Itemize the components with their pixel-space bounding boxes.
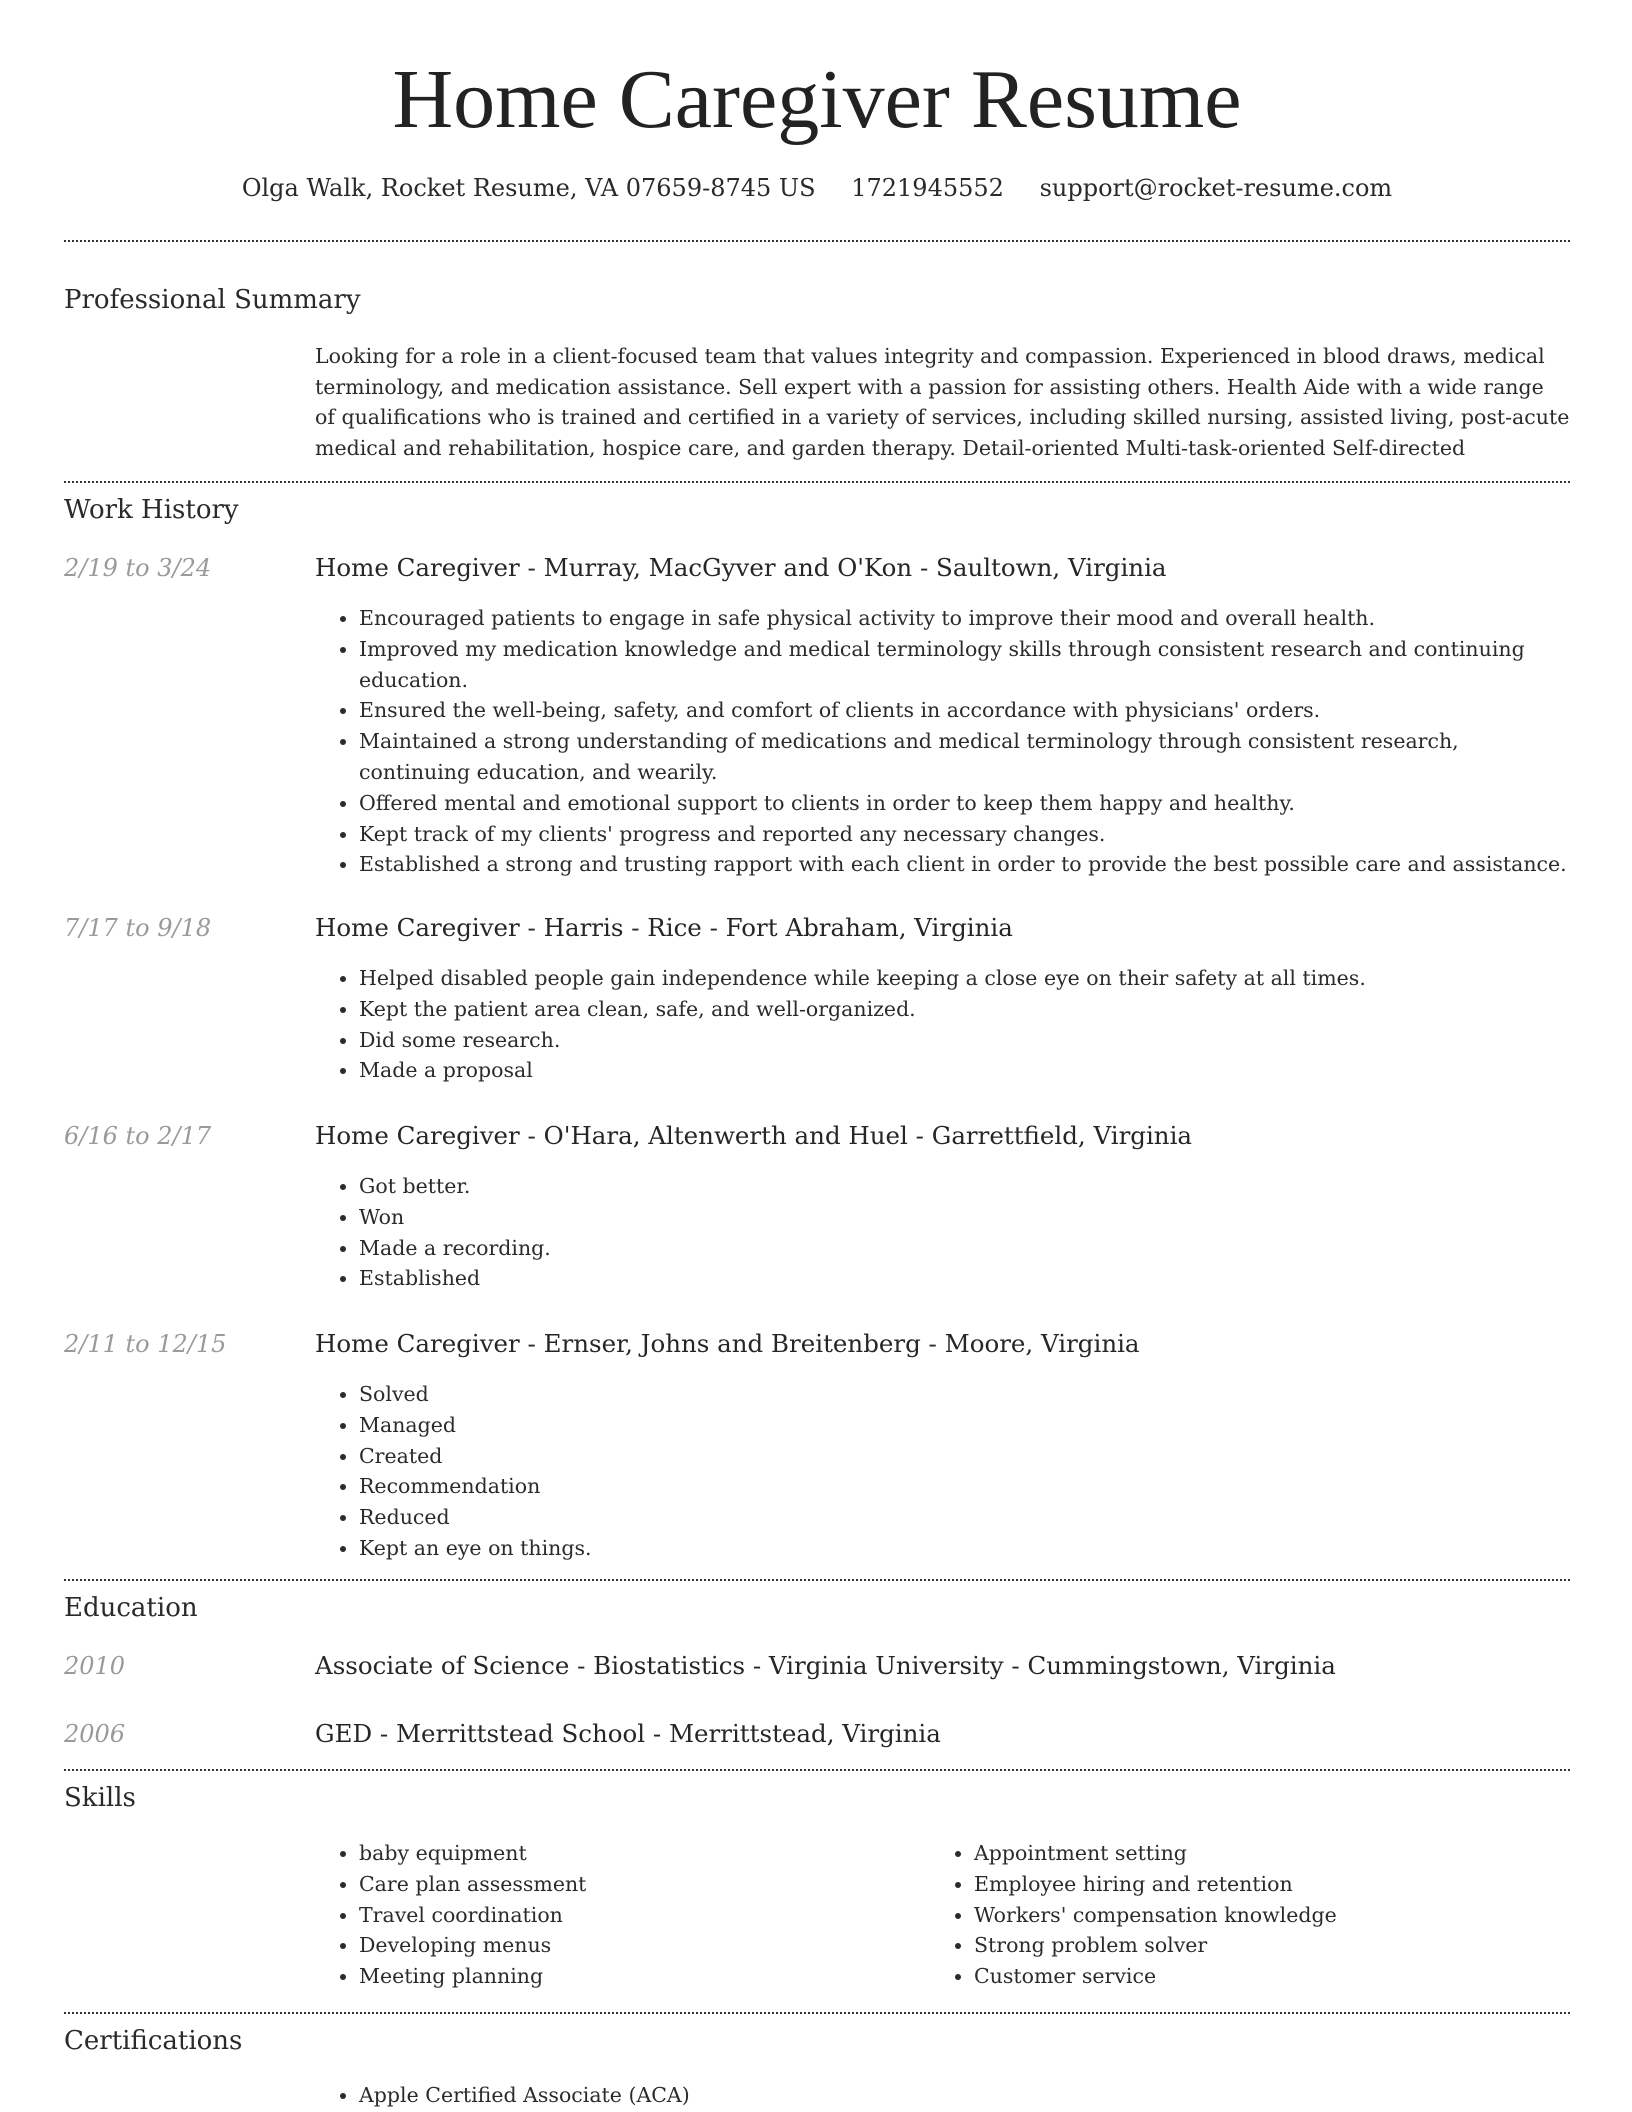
list-item: • Employee hiring and retention <box>974 1869 1570 1900</box>
contact-email: support@rocket-resume.com <box>1039 174 1393 202</box>
education-year: 2010 <box>64 1652 126 1680</box>
job-bullets <box>315 1171 1570 1294</box>
education-heading: Education <box>64 1593 198 1623</box>
job-title: Home Caregiver - Ernser, Johns and Breitenberg - Moore, Virginia <box>315 1329 1140 1358</box>
list-item: • Strong problem solver <box>974 1930 1570 1961</box>
list-item: • Encouraged patients to engage in safe physical activity to improve their mood and overall health. <box>359 603 1570 634</box>
skills-list-right <box>930 1838 1570 1992</box>
contact-phone: 1721945552 <box>851 174 1004 202</box>
education-entry: GED - Merrittstead School - Merrittstead, Virginia <box>315 1719 941 1748</box>
list-item: • Created <box>359 1441 1570 1472</box>
divider <box>64 1769 1570 1771</box>
list-item: • Did some research. <box>359 1025 1570 1056</box>
list-item: • Got better. <box>359 1171 1570 1202</box>
list-item: • Appointment setting <box>974 1838 1570 1869</box>
list-item: • Workers' compensation knowledge <box>974 1900 1570 1931</box>
list-item: • Ensured the well-being, safety, and comfort of clients in accordance with physicians' orders. <box>359 695 1570 726</box>
list-item: • Offered mental and emotional support to clients in order to keep them happy and healthy. <box>359 788 1570 819</box>
divider <box>64 240 1570 242</box>
contact-address: Olga Walk, Rocket Resume, VA 07659-8745 US <box>241 174 816 202</box>
list-item: • Made a recording. <box>359 1233 1570 1264</box>
list-item: • Kept an eye on things. <box>359 1533 1570 1564</box>
list-item: • Meeting planning <box>359 1961 915 1992</box>
list-item: • Managed <box>359 1410 1570 1441</box>
list-item: • Travel coordination <box>359 1900 915 1931</box>
list-item: • Apple Certified Associate (ACA) <box>359 2080 1570 2111</box>
job-title: Home Caregiver - Harris - Rice - Fort Abraham, Virginia <box>315 913 1013 942</box>
job-bullets <box>315 963 1570 1086</box>
summary-heading: Professional Summary <box>64 285 361 315</box>
list-item: • Maintained a strong understanding of medications and medical terminology through consistent research, continuing education, and wearily. <box>359 726 1570 788</box>
list-item: • Recommendation <box>359 1471 1570 1502</box>
contact-line <box>64 170 1570 206</box>
list-item: • Established <box>359 1263 1570 1294</box>
list-item: • Established a strong and trusting rapport with each client in order to provide the best possible care and assistance. <box>359 849 1570 880</box>
divider <box>64 2012 1570 2014</box>
list-item: • Improved my medication knowledge and medical terminology skills through consistent research and continuing education. <box>359 634 1570 696</box>
divider <box>64 1579 1570 1581</box>
list-item: • Customer service <box>974 1961 1570 1992</box>
resume-title: Home Caregiver Resume <box>392 53 1242 146</box>
job-dates: 7/17 to 9/18 <box>64 914 212 942</box>
divider <box>64 481 1570 483</box>
summary-text: Looking for a role in a client-focused team that values integrity and compassion. Experienced in blood draws, medical terminology, and medication assistance. Sell expert with a passion for assisting others. Health Aide with a wide range of qualifications who is trained and certified in a variety of services, including skilled nursing, assisted living, post-acute medical and rehabilitation, hospice care, and garden therapy. Detail-oriented Multi-task-oriented Self-directed <box>315 344 1570 460</box>
list-item: • baby equipment <box>359 1838 915 1869</box>
skills-heading: Skills <box>64 1783 136 1813</box>
work-heading: Work History <box>64 495 239 525</box>
job-bullets <box>315 1379 1570 1564</box>
skills-list-left <box>315 1838 915 1992</box>
job-dates: 2/19 to 3/24 <box>64 554 212 582</box>
job-title: Home Caregiver - O'Hara, Altenwerth and Huel - Garrettfield, Virginia <box>315 1121 1193 1150</box>
list-item: • Care plan assessment <box>359 1869 915 1900</box>
list-item: • Made a proposal <box>359 1055 1570 1086</box>
list-item: • Reduced <box>359 1502 1570 1533</box>
job-dates: 2/11 to 12/15 <box>64 1330 227 1358</box>
list-item: • Kept track of my clients' progress and reported any necessary changes. <box>359 819 1570 850</box>
certifications-heading: Certifications <box>64 2026 243 2056</box>
job-title: Home Caregiver - Murray, MacGyver and O'Kon - Saultown, Virginia <box>315 553 1167 582</box>
job-bullets <box>315 603 1570 880</box>
education-year: 2006 <box>64 1720 126 1748</box>
certifications-list <box>315 2080 1570 2111</box>
list-item: • Won <box>359 1202 1570 1233</box>
list-item: • Developing menus <box>359 1930 915 1961</box>
list-item: • Solved <box>359 1379 1570 1410</box>
list-item: • Kept the patient area clean, safe, and well-organized. <box>359 994 1570 1025</box>
list-item: • Helped disabled people gain independence while keeping a close eye on their safety at all times. <box>359 963 1570 994</box>
job-dates: 6/16 to 2/17 <box>64 1122 212 1150</box>
education-entry: Associate of Science - Biostatistics - Virginia University - Cummingstown, Virginia <box>315 1651 1336 1680</box>
